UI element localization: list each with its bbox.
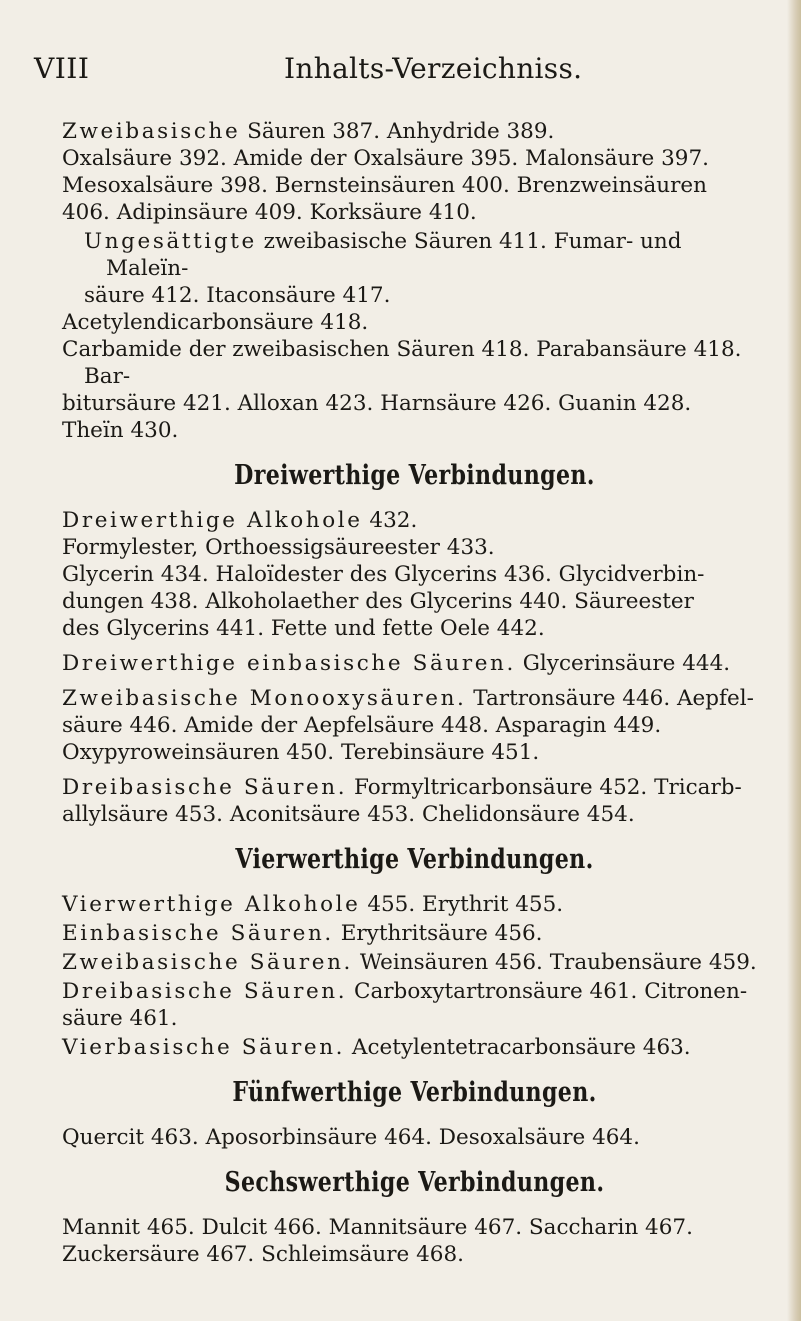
entry-text: Oxypyroweinsäuren 450. Terebinsäure 451. (62, 740, 540, 765)
index-content (62, 118, 767, 1276)
entry-text: 406. Adipinsäure 409. Korksäure 410. (62, 200, 477, 225)
entry-text: Carboxytartronsäure 461. Citronen- (347, 979, 748, 1004)
section-heading-dreiwerthige: Dreiwerthige Verbindungen. (234, 460, 595, 491)
entry-text: 455. Erythrit 455. (360, 892, 564, 917)
entry-text: Carbamide der zweibasischen Säuren 418. Parabansäure 418. Bar- (62, 337, 742, 389)
page-number: VIII (34, 52, 90, 85)
entry-term: Einbasische Säuren. (62, 921, 334, 946)
entry-text: bitursäure 421. Alloxan 423. Harnsäure 426. Guanin 428. (62, 391, 692, 416)
entry-text: Weinsäuren 456. Traubensäure 459. (353, 950, 757, 975)
entry-zweibasische-saeuren-4 (62, 949, 767, 976)
section-heading-vierwerthige: Vierwerthige Verbindungen. (235, 844, 594, 875)
entry-term: Dreiwerthige einbasische Säuren. (62, 651, 516, 676)
entry-text: Formyltricarbonsäure 452. Tricarb- (347, 775, 742, 800)
entry-text: Theïn 430. (62, 418, 179, 443)
entry-text: säure 412. Itaconsäure 417. (84, 283, 391, 308)
entry-text: Acetylentetracarbonsäure 463. (345, 1035, 691, 1060)
entry-text: allylsäure 453. Aconitsäure 453. Chelidonsäure 454. (62, 802, 635, 827)
entry-term: Dreibasische Säuren. (62, 979, 348, 1004)
entry-text: Mesoxalsäure 398. Bernsteinsäuren 400. Brenzweinsäuren (62, 173, 707, 198)
entry-term: Dreiwerthige Alkohole (62, 508, 363, 533)
entry-term: Vierbasische Säuren. (62, 1035, 346, 1060)
entry-term: Dreibasische Säuren. (62, 775, 348, 800)
entry-text: zweibasische Säuren 411. Fumar- und Maleïn- (106, 229, 682, 281)
entry-term: Vierwerthige Alkohole (62, 892, 361, 917)
entry-text: 432. (362, 508, 418, 533)
entry-dreiwerthige-saeuren (62, 650, 767, 677)
entry-vierbasische-saeuren (62, 1034, 767, 1061)
entry-term: Zweibasische (62, 119, 241, 144)
entry-text: Zuckersäure 467. Schleimsäure 468. (62, 1242, 464, 1267)
section-heading-fuenfwerthige: Fünfwerthige Verbindungen. (232, 1077, 597, 1108)
entry-dreiwerthige-alkohole (62, 507, 767, 642)
entry-text: Oxalsäure 392. Amide der Oxalsäure 395. Malonsäure 397. (62, 146, 709, 171)
entry-text: dungen 438. Alkoholaether des Glycerins 440. Säureester (62, 589, 694, 614)
entry-text: Erythritsäure 456. (333, 921, 543, 946)
entry-ungesaettigte (62, 228, 767, 336)
entry-text: Säuren 387. Anhydride 389. (240, 119, 555, 144)
entry-text: säure 446. Amide der Aepfelsäure 448. Asparagin 449. (62, 713, 662, 738)
entry-text: Formylester, Orthoessigsäureester 433. (62, 535, 495, 560)
entry-zweibasische-saeuren (62, 118, 767, 226)
entry-text: säure 461. (62, 1006, 178, 1031)
entry-text: Glycerinsäure 444. (515, 651, 731, 676)
entry-text: Mannit 465. Dulcit 466. Mannitsäure 467. Saccharin 467. (62, 1215, 693, 1240)
running-title: Inhalts-Verzeichniss. (284, 52, 583, 85)
entry-vierwerthige-alkohole (62, 891, 767, 918)
entry-term: Zweibasische Säuren. (62, 950, 353, 975)
entry-text: Quercit 463. Aposorbinsäure 464. Desoxalsäure 464. (62, 1125, 640, 1150)
page-header (34, 52, 761, 92)
entry-text: des Glycerins 441. Fette und fette Oele 442. (62, 616, 545, 641)
entry-text: Tartronsäure 446. Aepfel- (466, 686, 754, 711)
entry-term: Ungesättigte (84, 229, 257, 254)
page-edge-shadow (787, 0, 801, 1321)
entry-quercit (62, 1124, 767, 1151)
entry-text: Acetylendicarbonsäure 418. (62, 310, 369, 335)
entry-text: Glycerin 434. Haloïdester des Glycerins 436. Glycidverbin- (62, 562, 705, 587)
entry-dreibasische-saeuren-4 (62, 978, 767, 1032)
entry-monooxysaeuren (62, 685, 767, 766)
entry-term: Zweibasische Monooxysäuren. (62, 686, 467, 711)
entry-carbamide (62, 336, 767, 444)
entry-einbasische-saeuren (62, 920, 767, 947)
entry-mannit (62, 1214, 767, 1268)
entry-dreibasische-saeuren (62, 774, 767, 828)
section-heading-sechswerthige: Sechswerthige Verbindungen. (224, 1167, 605, 1198)
